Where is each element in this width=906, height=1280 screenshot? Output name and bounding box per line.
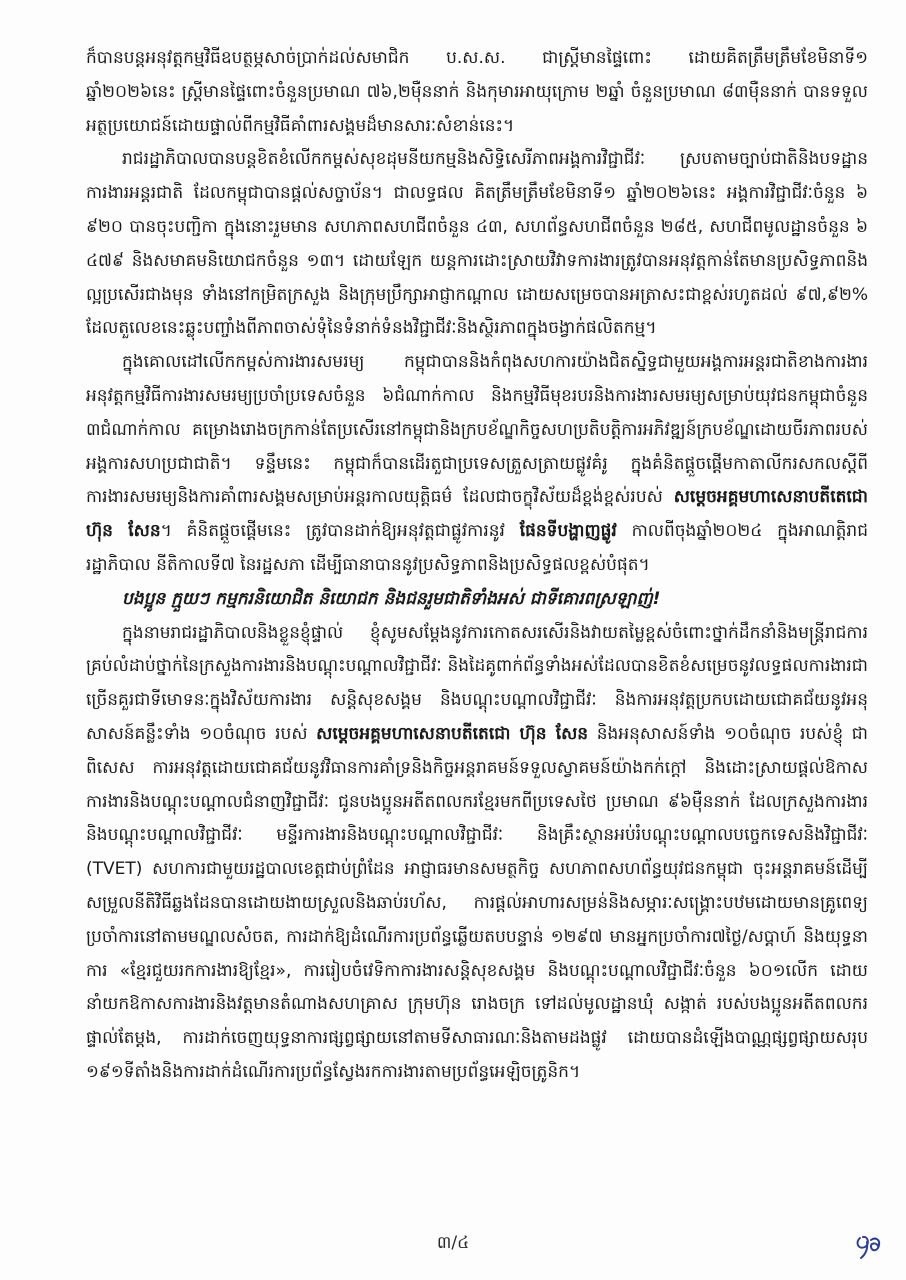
- paragraph-cash-support: ក៏បានបន្តអនុវត្តកម្មវិធីឧបត្ថម្ភសាច់ប្រាក់ដល់សមាជិក ប.ស.ស. ជាស្ត្រីមានផ្ទៃពោះ ដោយគិតត្រឹមត្រឹមខែមិនាទី១ ឆ្នាំ២០២៦នេះ ស្ត្រីមានផ្ទៃពោះចំនួនប្រមាណ ៧៦,២ម៉ឺននាក់ និងកុមារអាយុក្រោម ២ឆ្នាំ ចំនួនប្រមាណ ៨៣ម៉ឺននាក់ បានទទួលអត្ថប្រយោជន៍ដោយផ្ទាល់ពីកម្មវិធីគាំពារសង្គមដ៏មានសារៈសំខាន់នេះ។: [86, 48, 868, 136]
- paragraph-decent-work: [86, 346, 868, 583]
- page-number: ៣/៤: [436, 1233, 470, 1253]
- paragraph-appreciation: [86, 617, 868, 1090]
- paragraph-appreciation-text: ក្នុងនាមរាជរដ្ឋាភិបាលនិងខ្លួនខ្ញុំផ្ទាល់ ខ្ញុំសូមសម្តែងនូវការកោតសរសើរនិងវាយតម្លៃខ្ពស់ចំពោះថ្នាក់ដឹកនាំនិងមន្ត្រីរាជការគ្រប់លំដាប់ថ្នាក់នៃក្រសួងការងារនិងបណ្តុះបណ្តាលវិជ្ជាជីវៈ និងដៃគូពាក់ព័ន្ធទាំងអស់ដែលបានខិតខំសម្រេចនូវលទ្ធផលការងារជាច្រើនគួរជាទីមោទនៈក្នុងវិស័យការងារ សន្តិសុខសង្គម និងបណ្តុះបណ្តាលវិជ្ជាជីវៈ និងការអនុវត្តប្រកបដោយជោគជ័យនូវអនុសាសន៍គន្លឹះទាំង ១០ចំណុច របស់: [86, 622, 868, 744]
- bold-name-hun-sen: សម្តេចអគ្គមហាសេនាបតីតេជោ ហ៊ុន សែន: [86, 487, 868, 542]
- paragraph-decent-work-text: ក្នុងគោលដៅលើកកម្ពស់ការងារសមរម្យ កម្ពុជាបាននិងកំពុងសហការយ៉ាងជិតស្និទ្ធជាមួយអង្គការអន្តរជាតិខាងការងារ អនុវត្តកម្មវិធីការងារសមរម្យប្រចាំប្រទេសចំនួន ៦ជំណាក់កាល និងកម្មវិធីមុខរបរនិងការងារសមរម្យសម្រាប់យុវជនកម្ពុជាចំនួន ៣ជំណាក់កាល គម្រោងរោងចក្រកាន់តែប្រសើរនៅកម្ពុជានិងក្របខ័ណ្ឌកិច្ចសហប្រតិបត្តិការអភិវឌ្ឍន៍ក្របខ័ណ្ឌដោយចីរភាពរបស់អង្គការសហប្រជាជាតិ។ ទន្ទឹមនេះ កម្ពុជាក៏បានដើរតួជាប្រទេសត្រួសត្រាយផ្លូវគំរូ ក្នុងគំនិតផ្តួចផ្តើមកាតាលីករសកលស្តីពីការងារសមរម្យនិងការគាំពារសង្គមសម្រាប់អន្តរកាលយុត្តិធម៌ ដែលជាចក្ខុវិស័យដ៏ខ្ពង់ខ្ពស់របស់: [86, 352, 868, 508]
- paragraph-professional-organizations: រាជរដ្ឋាភិបាលបានបន្តខិតខំលើកកម្ពស់សុខដុមនីយកម្មនិងសិទ្ធិសេរីភាពអង្គការវិជ្ជាជីវៈ ស្របតាមច្បាប់ជាតិនិងបទដ្ឋានការងារអន្តរជាតិ ដែលកម្ពុជាបានផ្តល់សច្ចាប័ន។ ជាលទ្ធផល គិតត្រឹមត្រឹមខែមិនាទី១ ឆ្នាំ២០២៦នេះ អង្គការវិជ្ជាជីវៈចំនួន ៦ ៩២០ បានចុះបញ្ជិកា ក្នុងនោះរួមមាន សហភាពសហជីពចំនួន ៤៣, សហព័ន្ធសហជីពចំនួន ២៨៥, សហជីពមូលដ្ឋានចំនួន ៦ ៤៧៩ និងសមាគមនិយោជកចំនួន ១៣។ ដោយឡែក យន្តការដោះស្រាយវិវាទការងារត្រូវបានអនុវត្តកាន់តែមានប្រសិទ្ធភាពនិងល្អប្រសើរជាងមុន ទាំងនៅកម្រិតក្រសួង និងក្រុមប្រឹក្សាអាជ្ញាកណ្តាល ដោយសម្រេចបានអត្រាសះជាខ្ពស់រហូតដល់ ៩៧,៩២% ដែលតួលេខនេះឆ្លុះបញ្ចាំងពីភាពចាស់ទុំនៃទំនាក់ទំនងវិជ្ជាជីវៈនិងស្ថិរភាពក្នុងចង្វាក់ផលិតកម្ម។: [86, 149, 868, 339]
- handwritten-initial-mark: [852, 1228, 886, 1262]
- document-body: [86, 42, 868, 1090]
- paragraph-appreciation-end: និងអនុសាសន៍ទាំង ១០ចំណុច របស់ខ្ញុំ ជាពិសេស ការអនុវត្តដោយជោគជ័យនូវវិធានការគាំទ្រនិងកិច្ចអន្តរាគមន៍ទទួលស្វាគមន៍យ៉ាងកក់ក្តៅ និងដោះស្រាយផ្តល់ឱកាសការងារនិងបណ្តុះបណ្តាលជំនាញវិជ្ជាជីវៈ ជូនបងប្អូនអតីតពលករខ្មែរមកពីប្រទេសថៃ ប្រមាណ ៩៦ម៉ឺននាក់ ដែលក្រសួងការងារនិងបណ្តុះបណ្តាលវិជ្ជាជីវៈ មន្ទីរការងារនិងបណ្តុះបណ្តាលវិជ្ជាជីវៈ និងគ្រឹះស្ថានអប់រំបណ្តុះបណ្តាលបច្ចេកទេសនិងវិជ្ជាជីវៈ (TVET) សហការជាមួយរដ្ឋបាលខេត្តជាប់ព្រំដែន អាជ្ញាធរមានសមត្ថកិច្ច សហភាពសហព័ន្ធយុវជនកម្ពុជា ចុះអន្តរាគមន៍ដើម្បីសម្រួលនីតិវិធីឆ្លងដែនបានដោយងាយស្រួលនិងឆាប់រហ័ស, ការផ្តល់អាហារសម្រន់និងសម្ភារៈសង្គ្រោះបឋមដោយមានគ្រូពេទ្យប្រចាំការនៅតាមមណ្ឌលសំចត, ការដាក់ឱ្យដំណើរការប្រព័ន្ធឆ្លើយតបបន្ទាន់ ១២៩៧ មានអ្នកប្រចាំការ៧ថ្ងៃ/សប្តាហ៍ និងយុទ្ធនាការ «ខ្មែរជួយរកការងារឱ្យខ្មែរ», ការរៀបចំវេទិកាការងារសន្តិសុខសង្គម និងបណ្តុះបណ្តាលវិជ្ជាជីវៈចំនួន ៦០១លើក ដោយនាំយកឱកាសការងារនិងវត្តមានតំណាងសហគ្រាស ក្រុមហ៊ុន រោងចក្រ ទៅដល់មូលដ្ឋានឃុំ សង្កាត់ របស់បងប្អូនអតីតពលករផ្ទាល់តែម្តង, ការដាក់ចេញយុទ្ធនាការផ្សព្វផ្សាយនៅតាមទីសាធារណៈនិងតាមដងផ្លូវ ដោយបានដំឡើងបាណ្ណផ្សព្វផ្សាយសរុប ១៩១ទីតាំងនិងការដាក់ដំណើរការប្រព័ន្ធស្វែងរកការងារតាមប្រព័ន្ធអេឡិចត្រូនិក។: [86, 723, 868, 1082]
- paragraph-decent-work-middle: ។ គំនិតផ្តួចផ្តើមនេះ ត្រូវបានដាក់ឱ្យអនុវត្តជាផ្លូវការនូវ: [160, 521, 520, 542]
- salutation-line: បងប្អូន ក្មួយៗ កម្មករនិយោជិត និយោជក និងជនរួមជាតិទាំងអស់ ជាទីគោរពស្រឡាញ់!: [122, 588, 661, 609]
- bold-roadmap: ផែនទីបង្ហាញផ្លូវ: [519, 521, 617, 542]
- paragraph-decent-work-end: កាលពីចុងឆ្នាំ២០២៤ ក្នុងអាណត្តិរាជរដ្ឋាភិបាល នីតិកាលទី៧ នៃរដ្ឋសភា ដើម្បីធានាបាននូវប្រសិទ្ធភាពនិងប្រសិទ្ធផលខ្ពស់បំផុត។: [86, 521, 868, 575]
- bold-name-hun-sen-2: សម្តេចអគ្គមហាសេនាបតីតេជោ ហ៊ុន សែន: [316, 723, 589, 744]
